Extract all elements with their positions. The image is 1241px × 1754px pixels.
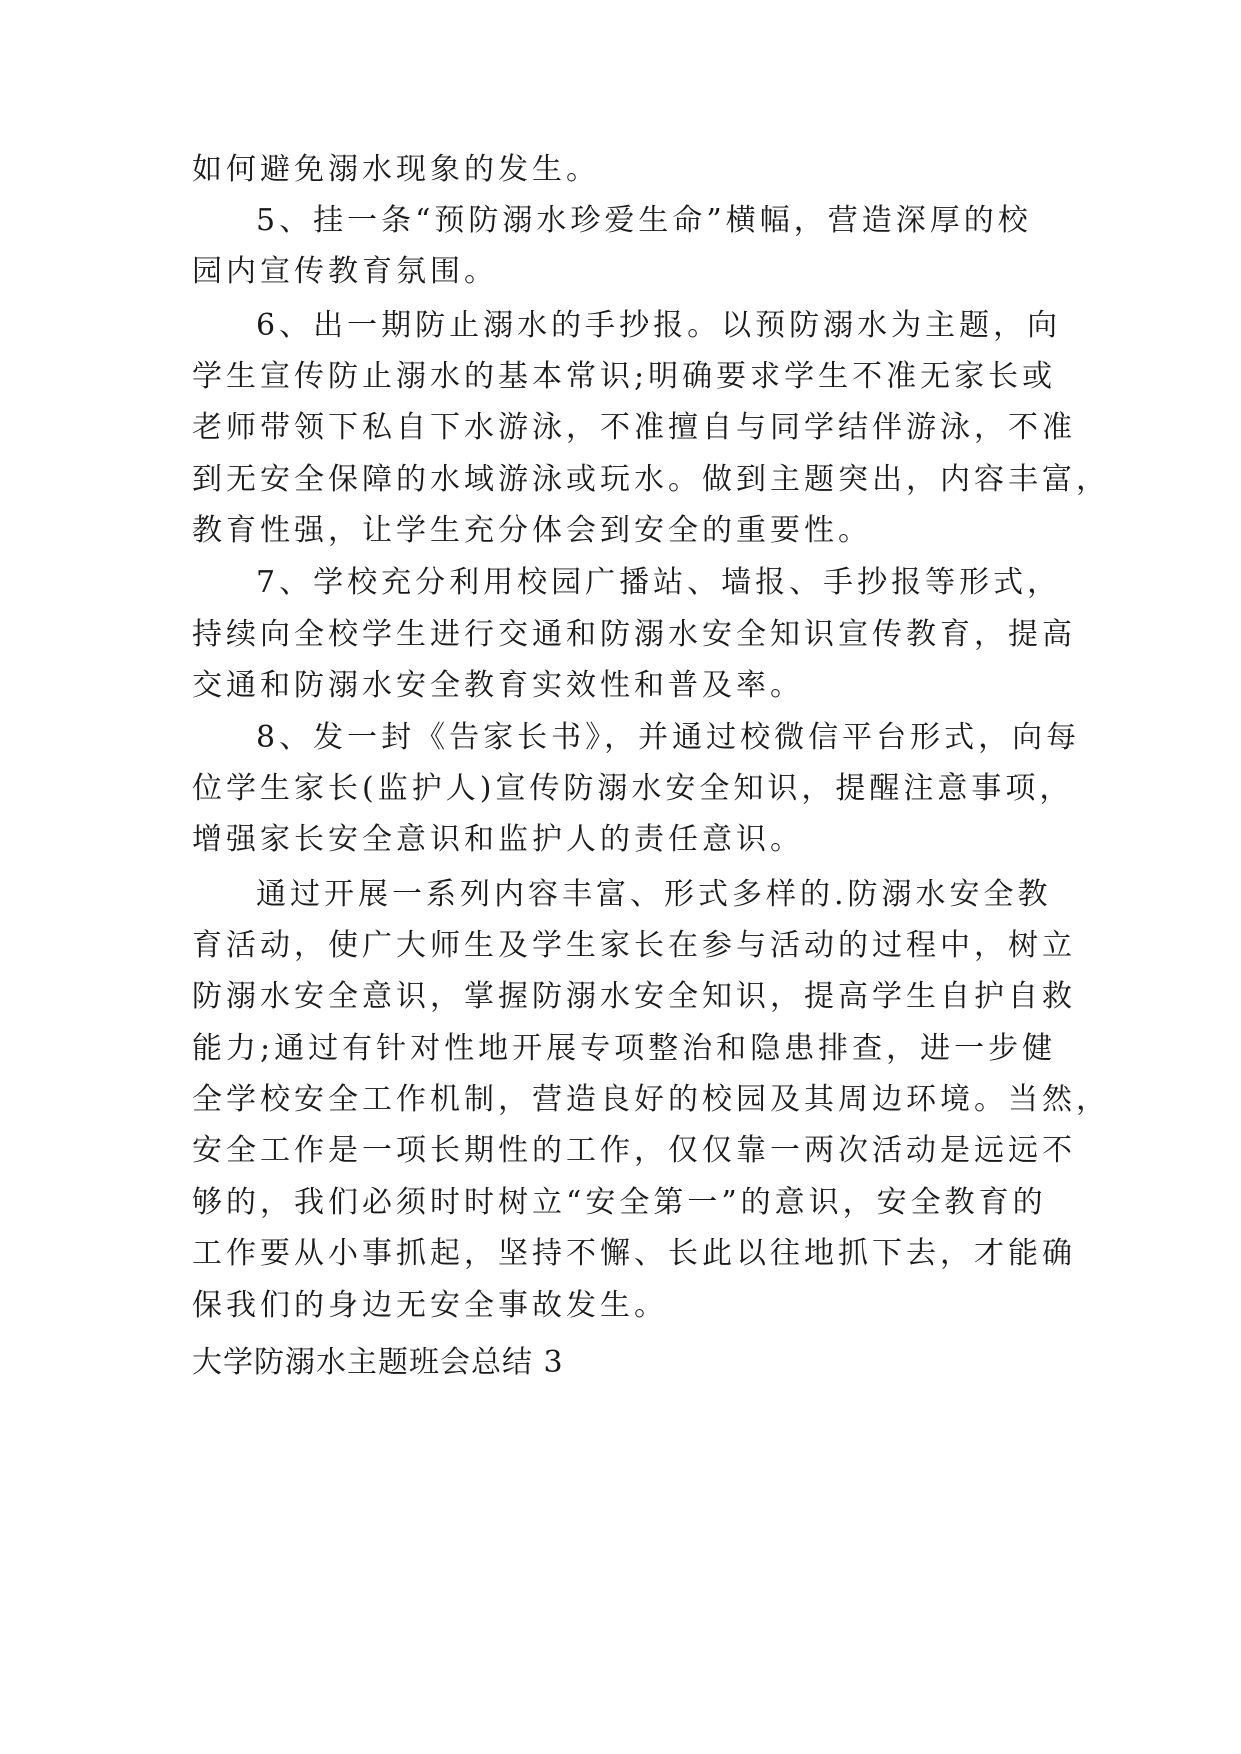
text-line: 教育性强，让学生充分体会到安全的重要性。 — [192, 513, 872, 548]
text-line: 防溺水安全意识，掌握防溺水安全知识，提高学生自护自救 — [192, 979, 1076, 1014]
text-line: 园内宣传教育氛围。 — [192, 254, 498, 289]
text-line: 增强家长安全意识和监护人的责任意识。 — [192, 822, 804, 857]
text-line: 交通和防溺水安全教育实效性和普及率。 — [192, 668, 804, 703]
text-line: 7、学校充分利用校园广播站、墙报、手抄报等形式， — [256, 565, 1062, 600]
text-line: 位学生家长(监护人)宣传防溺水安全知识，提醒注意事项， — [192, 771, 1074, 806]
text-line: 工作要从小事抓起，坚持不懈、长此以往地抓下去，才能确 — [192, 1236, 1076, 1271]
text-line: 8、发一封《告家长书》，并通过校微信平台形式，向每 — [256, 720, 1081, 755]
text-line: 6、出一期防止溺水的手抄报。以预防溺水为主题，向 — [256, 308, 1062, 343]
text-line: 到无安全保障的水域游泳或玩水。做到主题突出，内容丰富， — [192, 462, 1110, 497]
text-line: 全学校安全工作机制，营造良好的校园及其周边环境。当然， — [192, 1082, 1110, 1117]
text-line: 如何避免溺水现象的发生。 — [192, 152, 600, 187]
text-line: 够的，我们必须时时树立“安全第一”的意识，安全教育的 — [192, 1185, 1047, 1220]
section-heading: 大学防溺水主题班会总结 3 — [192, 1345, 564, 1380]
text-line: 安全工作是一项长期性的工作，仅仅靠一两次活动是远远不 — [192, 1133, 1076, 1168]
text-line: 老师带领下私自下水游泳，不准擅自与同学结伴游泳，不准 — [192, 410, 1076, 445]
text-line: 5、挂一条“预防溺水珍爱生命”横幅，营造深厚的校 — [256, 203, 1032, 238]
text-line: 保我们的身边无安全事故发生。 — [192, 1288, 668, 1323]
text-line: 持续向全校学生进行交通和防溺水安全知识宣传教育，提高 — [192, 617, 1076, 652]
text-line: 学生宣传防止溺水的基本常识;明确要求学生不准无家长或 — [192, 359, 1057, 394]
text-line: 育活动，使广大师生及学生家长在参与活动的过程中，树立 — [192, 928, 1076, 963]
text-line: 能力;通过有针对性地开展专项整治和隐患排查，进一步健 — [192, 1031, 1057, 1066]
text-line: 通过开展一系列内容丰富、形式多样的.防溺水安全教 — [256, 877, 1052, 912]
